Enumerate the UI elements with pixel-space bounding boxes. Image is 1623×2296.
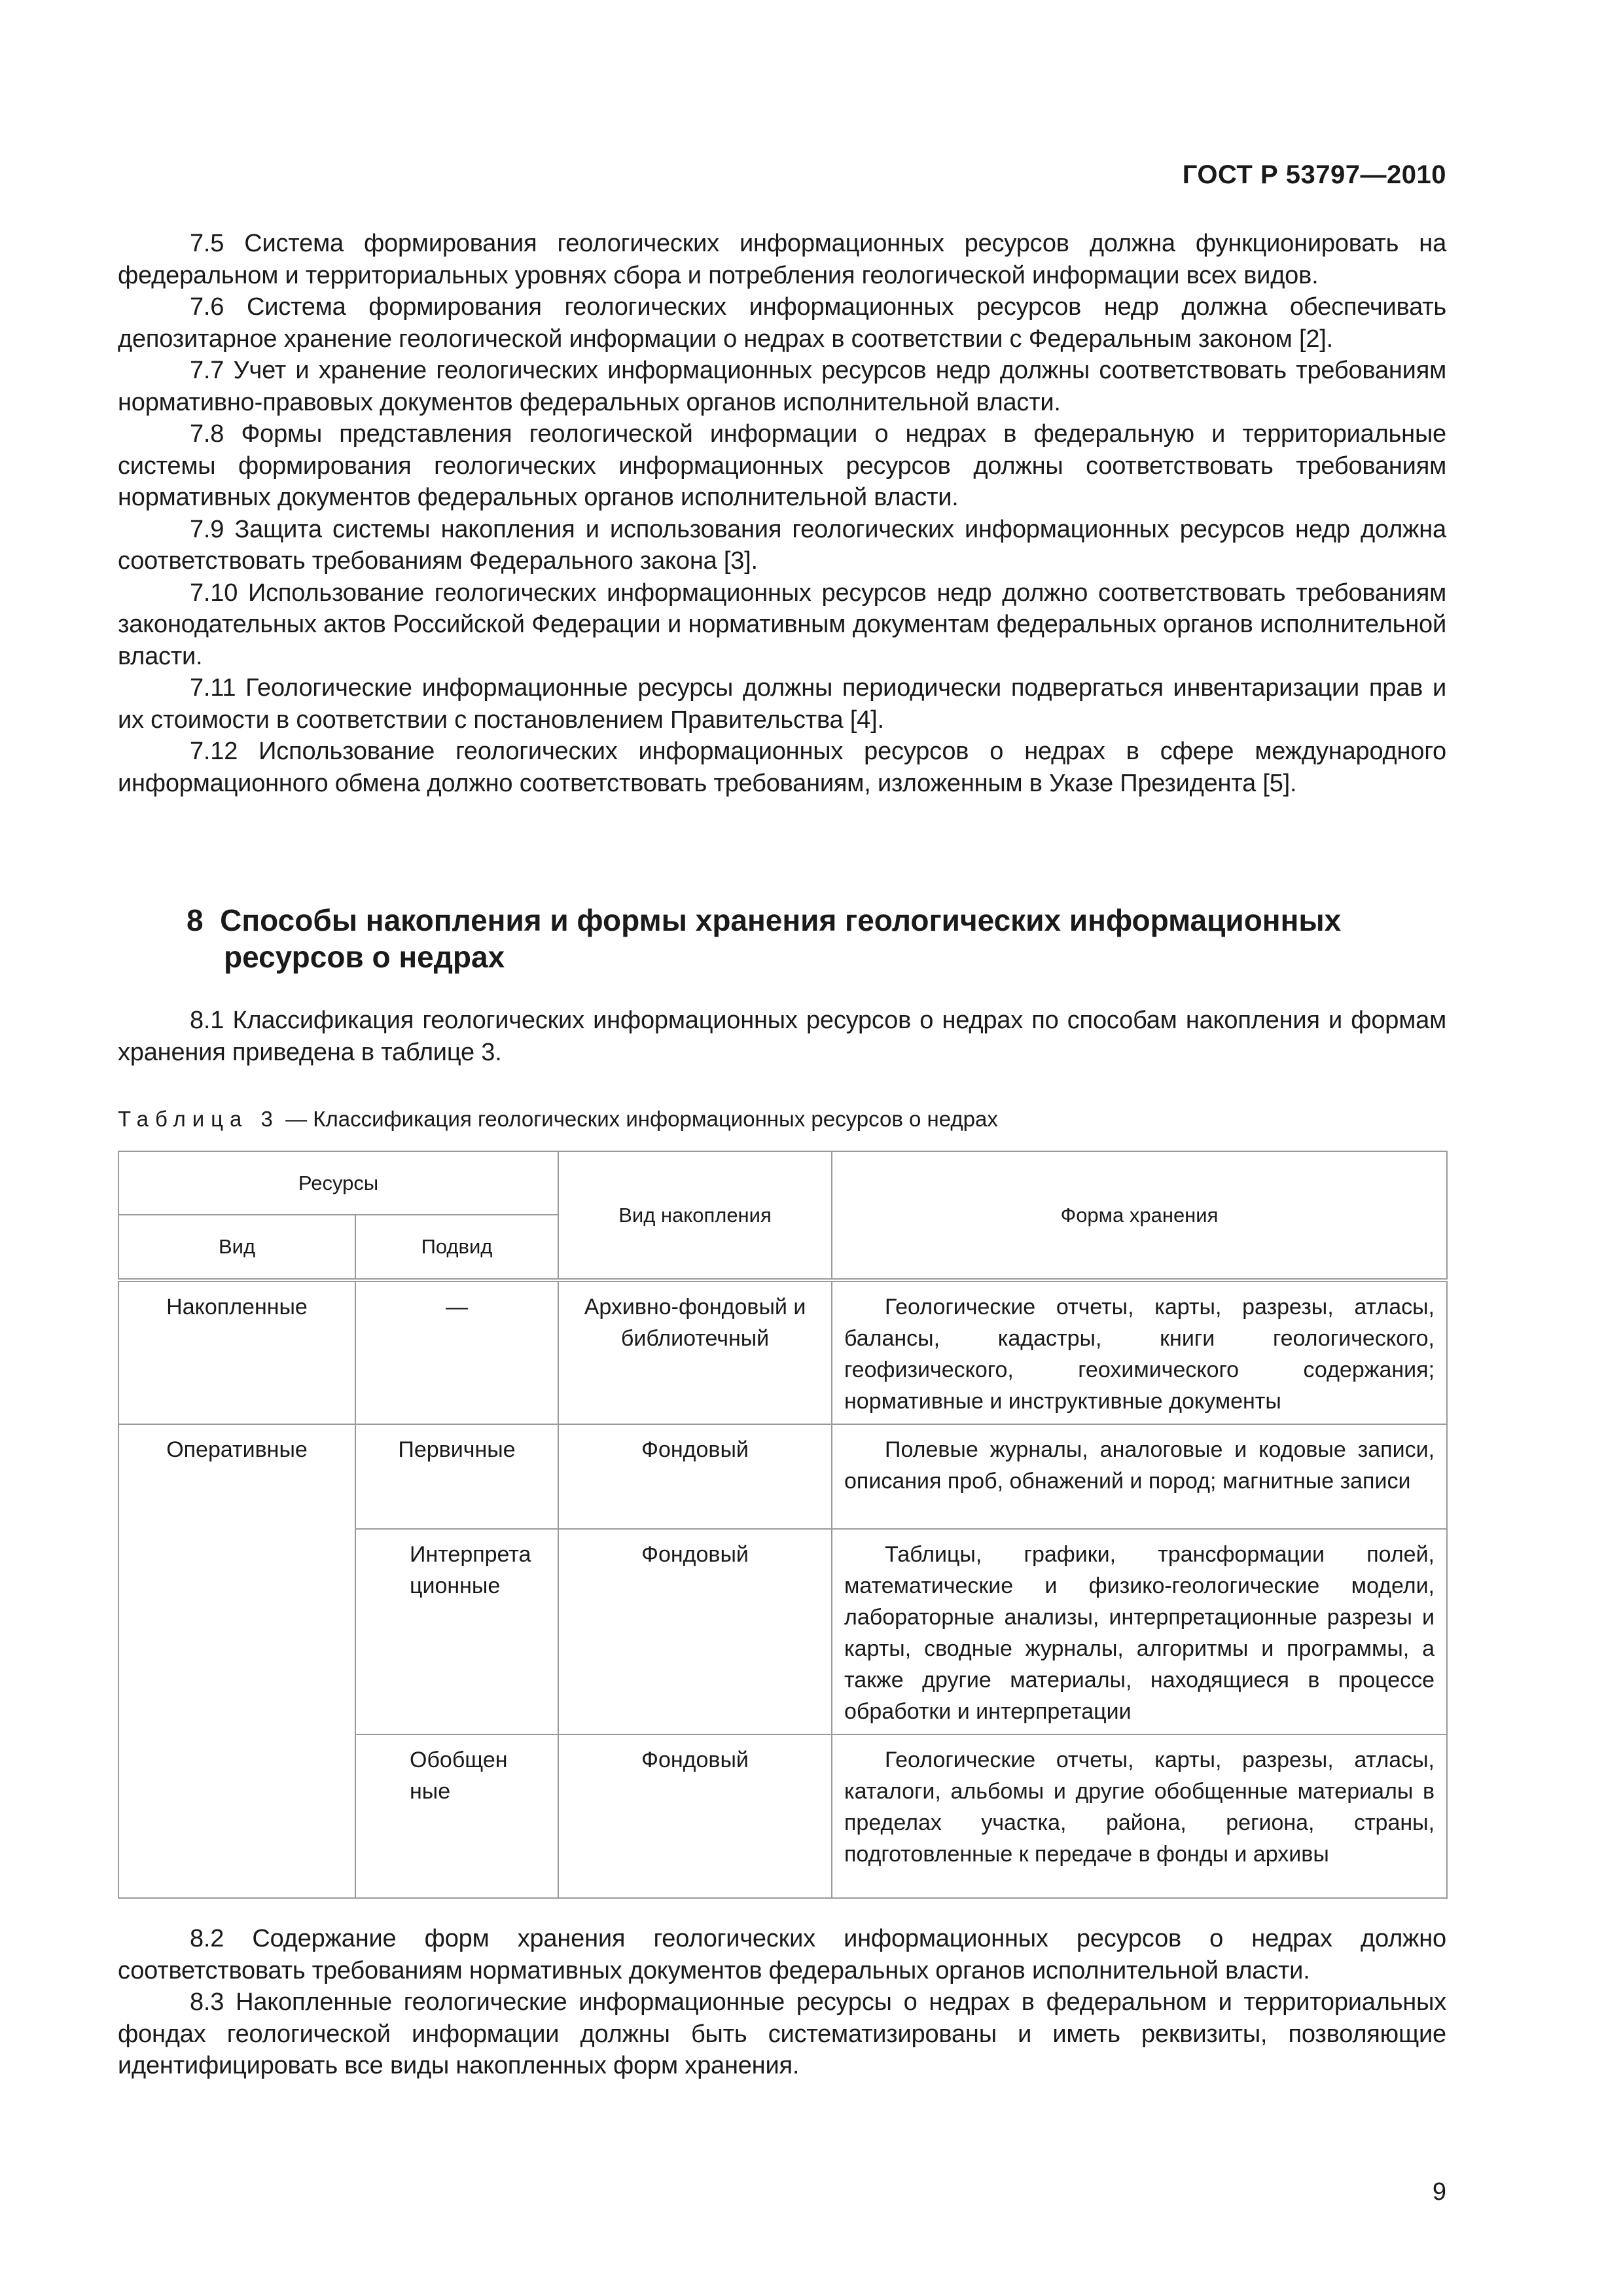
header-type: Вид bbox=[118, 1215, 355, 1280]
paragraph-8-1: 8.1 Классификация геологических информационных ресурсов о недрах по способам накопления и формам хранения приведена в таблице 3. bbox=[118, 1007, 1446, 1066]
table-caption-text: — Классификация геологических информационных ресурсов о недрах bbox=[279, 1107, 998, 1131]
paragraph-8-3: 8.3 Накопленные геологические информационные ресурсы о недрах в федеральном и территориальных фондах геологической информации должны быть систематизированы и иметь реквизиты, позволяющие идентифицировать все виды накопленных форм хранения. bbox=[118, 1988, 1446, 2079]
cell-storage: Геологические отчеты, карты, разрезы, атласы, балансы, кадастры, книги геологического, геофизического, геохимического содержания; нормативные и инструктивные документы bbox=[844, 1295, 1435, 1414]
cell-accumulation: Фондовый bbox=[641, 1437, 749, 1462]
paragraph-7-9: 7.9 Защита системы накопления и использования геологических информационных ресурсов недр должна соответствовать требованиям Федерального закона [3]. bbox=[118, 515, 1446, 575]
cell-accumulation: Архивно-фондовый и библиотечный bbox=[584, 1295, 806, 1351]
cell-type: Накопленные bbox=[166, 1295, 308, 1319]
section-number: 8 bbox=[187, 903, 204, 937]
paragraphs-bottom bbox=[118, 1923, 1446, 2082]
header-accumulation: Вид накопления bbox=[558, 1151, 832, 1280]
cell-accumulation: Фондовый bbox=[641, 1542, 749, 1567]
header-resources: Ресурсы bbox=[118, 1151, 558, 1215]
resources-table bbox=[118, 1151, 1448, 1899]
cell-storage: Полевые журналы, аналоговые и кодовые записи, описания проб, обнажений и пород; магнитные записи bbox=[844, 1437, 1435, 1494]
paragraph-7-12: 7.12 Использование геологических информационных ресурсов о недрах в сфере международного информационного обмена должно соответствовать требованиям, изложенным в Указе Президента [5]. bbox=[118, 738, 1446, 797]
cell-storage: Геологические отчеты, карты, разрезы, атласы, каталоги, альбомы и другие обобщенные материалы в пределах участка, района, региона, страны, подготовленные к передаче в фонды и архивы bbox=[844, 1748, 1435, 1867]
paragraph-7-6: 7.6 Система формирования геологических информационных ресурсов недр должна обеспечивать депозитарное хранение геологической информации о недрах в соответствии с Федеральным законом [2]. bbox=[118, 293, 1446, 353]
cell-type: Оперативные bbox=[166, 1437, 308, 1462]
paragraph-8-2: 8.2 Содержание форм хранения геологических информационных ресурсов о недрах должно соответствовать требованиям нормативных документов федеральных органов исполнительной власти. bbox=[118, 1925, 1446, 1984]
paragraph-7-8: 7.8 Формы представления геологической информации о недрах в федеральную и территориальные системы формирования геологических информационных ресурсов должны соответствовать требованиям нормативных документов федеральных органов исполнительной власти. bbox=[118, 420, 1446, 511]
table-row bbox=[118, 1280, 1447, 1424]
page-number: 9 bbox=[1432, 2178, 1446, 2206]
cell-accumulation: Фондовый bbox=[641, 1748, 749, 1772]
cell-storage: Таблицы, графики, трансформации полей, математические и физико-геологические модели, лабораторные анализы, интерпретационные разрезы и карты, сводные журналы, алгоритмы и программы, а также другие материалы, находящиеся в процессе обработки и интерпретации bbox=[844, 1542, 1435, 1724]
section-heading bbox=[187, 902, 1446, 975]
header-subtype: Подвид bbox=[355, 1215, 558, 1280]
paragraph-7-5: 7.5 Система формирования геологических информационных ресурсов должна функционировать на федеральном и территориальных уровнях сбора и потребления геологической информации всех видов. bbox=[118, 230, 1446, 289]
section-title: Способы накопления и формы хранения геологических информационных ресурсов о недрах bbox=[220, 903, 1342, 974]
document-code: ГОСТ Р 53797—2010 bbox=[1182, 160, 1446, 189]
intro bbox=[118, 1005, 1446, 1068]
cell-subtype: Интерпретационные bbox=[410, 1542, 531, 1598]
header-storage: Форма хранения bbox=[832, 1151, 1447, 1280]
table-caption bbox=[118, 1106, 998, 1132]
table-caption-label: Таблица 3 bbox=[118, 1107, 279, 1131]
paragraph-7-10: 7.10 Использование геологических информационных ресурсов недр должно соответствовать требованиям законодательных актов Российской Федерации и нормативным документам федеральных органов исполнительной власти. bbox=[118, 579, 1446, 670]
paragraph-7-7: 7.7 Учет и хранение геологических информационных ресурсов недр должны соответствовать требованиям нормативно-правовых документов федеральных органов исполнительной власти. bbox=[118, 357, 1446, 416]
paragraph-7-11: 7.11 Геологические информационные ресурсы должны периодически подвергаться инвентаризации прав и их стоимости в соответствии с постановлением Правительства [4]. bbox=[118, 674, 1446, 734]
table-row bbox=[118, 1424, 1447, 1529]
paragraphs-top bbox=[118, 228, 1446, 799]
cell-subtype: — bbox=[446, 1295, 468, 1319]
cell-subtype: Обобщенные bbox=[410, 1748, 508, 1804]
cell-subtype: Первичные bbox=[398, 1437, 516, 1462]
